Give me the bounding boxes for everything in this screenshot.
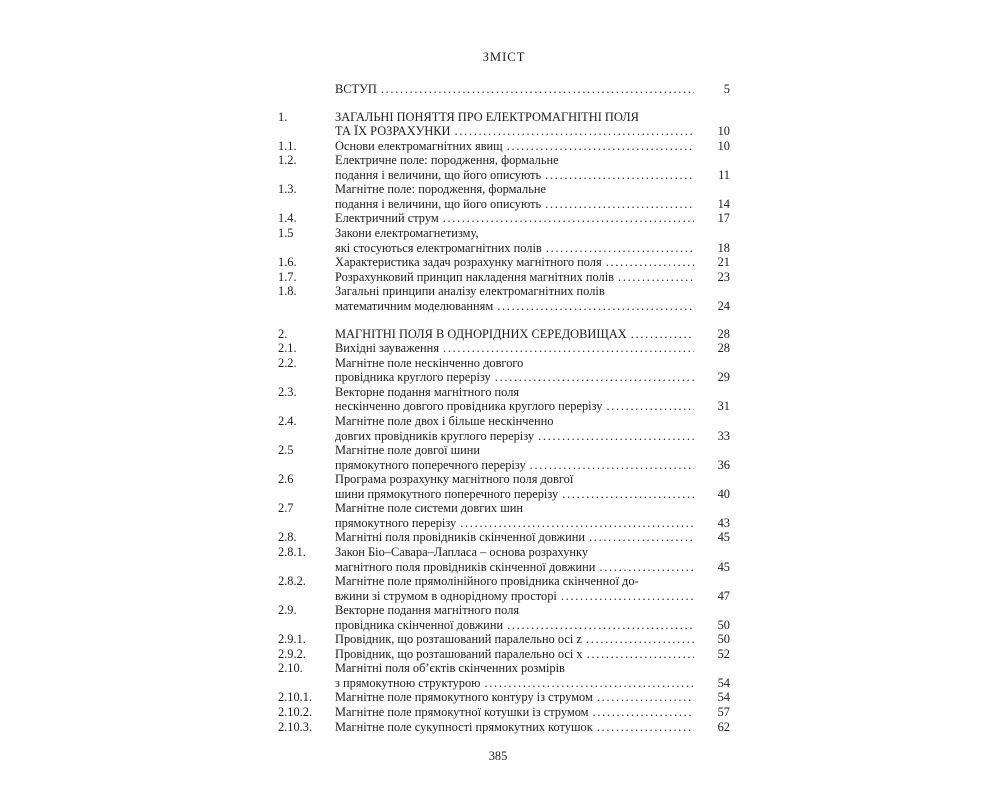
- toc-entry-body: [335, 327, 730, 342]
- toc-entry-line: [335, 661, 730, 676]
- toc-entry-page-number: 23: [717, 269, 730, 284]
- toc-entry-line: [335, 370, 730, 385]
- toc-entry-title: ЗАГАЛЬНІ ПОНЯТТЯ ПРО ЕЛЕКТРОМАГНІТНІ ПОЛЯ: [335, 109, 639, 124]
- dot-leader: [586, 632, 694, 647]
- toc-entry-body: [335, 139, 730, 154]
- toc-entry-title: Програма розрахунку магнітного поля довгої: [335, 472, 574, 487]
- toc-entry-page-number: 21: [717, 255, 730, 270]
- toc-entry-body: [335, 341, 730, 356]
- toc-entry-title: провідника круглого перерізу: [335, 370, 491, 385]
- toc-entry-page-number: 28: [717, 326, 730, 341]
- dot-leader: [589, 530, 694, 545]
- toc-entry-line: [335, 124, 730, 139]
- toc-entry: [278, 545, 730, 574]
- toc-entry-body: [335, 182, 730, 211]
- toc-entry-line: [335, 414, 730, 429]
- toc-entry-line: [335, 299, 730, 314]
- toc-entry: [278, 226, 730, 255]
- toc-entry: [278, 530, 730, 545]
- toc-entry-line: [335, 720, 730, 735]
- toc-entry-line: [335, 82, 730, 97]
- dot-leader: [530, 458, 694, 473]
- toc-entry-line: [335, 182, 730, 197]
- dot-leader: [593, 705, 694, 720]
- toc-entry-title: ВСТУП: [335, 81, 377, 96]
- toc-entry: [278, 661, 730, 690]
- toc-entry-number: 1.2.: [278, 153, 297, 168]
- toc-entry-title: які стосуються електромагнітних полів: [335, 240, 542, 255]
- toc-entry-number: 2.8.: [278, 530, 297, 545]
- toc-entry: [278, 574, 730, 603]
- toc-entry-number: 1.3.: [278, 182, 297, 197]
- toc-entry-line: [335, 501, 730, 516]
- toc-entry: [278, 414, 730, 443]
- toc-entry-line: [335, 168, 730, 183]
- toc-entry-line: [335, 487, 730, 502]
- toc-entry-body: [335, 632, 730, 647]
- toc-entry-number: 2.9.: [278, 603, 297, 618]
- toc-entry-page-number: 62: [717, 719, 730, 734]
- toc-entry: [278, 443, 730, 472]
- dot-leader: [460, 516, 694, 531]
- toc-entry-page-number: 18: [717, 240, 730, 255]
- toc-entry-number: 1.7.: [278, 269, 297, 284]
- toc-entry-title: Електричний струм: [335, 211, 439, 226]
- toc-entry-line: [335, 618, 730, 633]
- toc-entry-line: [335, 516, 730, 531]
- toc-entry-line: [335, 632, 730, 647]
- toc-entry-page-number: 17: [717, 211, 730, 226]
- toc-entry-number: 1.: [278, 109, 288, 124]
- toc-entry-title: МАГНІТНІ ПОЛЯ В ОДНОРІДНИХ СЕРЕДОВИЩАХ: [335, 326, 627, 341]
- toc-entry-title: з прямокутною структурою: [335, 675, 481, 690]
- toc-entry-page-number: 11: [718, 167, 730, 182]
- toc-entry-body: [335, 255, 730, 270]
- dot-leader: [545, 168, 694, 183]
- toc-entry-title: провідника скінченної довжини: [335, 617, 504, 632]
- toc-entry-title: Магнітні поля провідників скінченної довжини: [335, 530, 585, 545]
- toc-entry-line: [335, 560, 730, 575]
- dot-leader: [545, 197, 694, 212]
- toc-entry: [278, 720, 730, 735]
- toc-entry-body: [335, 356, 730, 385]
- dot-leader: [443, 211, 694, 226]
- toc-entry-number: 2.7: [278, 501, 294, 516]
- toc-entry-line: [335, 705, 730, 720]
- toc-entry-page-number: 45: [717, 559, 730, 574]
- toc-entry-line: [335, 429, 730, 444]
- toc-entry-body: [335, 226, 730, 255]
- toc-entry-line: [335, 327, 730, 342]
- toc-entry-body: [335, 284, 730, 313]
- toc-entry: [278, 327, 730, 342]
- toc-entry-body: [335, 647, 730, 662]
- dot-leader: [561, 589, 694, 604]
- toc-entry-body: [335, 574, 730, 603]
- toc-entry-number: 2.1.: [278, 341, 297, 356]
- toc-entry-line: [335, 472, 730, 487]
- toc-entry: [278, 153, 730, 182]
- toc-entry-title: Магнітне поле прямокутного контуру із струмом: [335, 690, 593, 705]
- dot-leader: [599, 560, 694, 575]
- toc-entry-line: [335, 399, 730, 414]
- toc-entry: [278, 385, 730, 414]
- toc-entry-number: 2.9.1.: [278, 632, 306, 647]
- toc-entry-line: [335, 545, 730, 560]
- toc-entry-title: магнітного поля провідників скінченної довжини: [335, 559, 596, 574]
- toc-entry-line: [335, 603, 730, 618]
- toc-entry-line: [335, 110, 730, 125]
- toc-entry-number: 1.8.: [278, 284, 297, 299]
- toc-entry-page-number: 43: [717, 515, 730, 530]
- toc-entry-line: [335, 255, 730, 270]
- toc-entry-line: [335, 341, 730, 356]
- toc-entry-body: [335, 110, 730, 139]
- toc-entry-number: 2.10.2.: [278, 704, 313, 719]
- footer-page-number: 385: [488, 749, 508, 763]
- toc-entry-body: [335, 443, 730, 472]
- toc-entry-line: [335, 197, 730, 212]
- toc-entry-body: [335, 385, 730, 414]
- toc-entry-title: Розрахунковий принцип накладення магнітних полів: [335, 269, 615, 284]
- toc-entry-page-number: 24: [717, 298, 730, 313]
- toc-entry-line: [335, 676, 730, 691]
- toc-entry-title: Загальні принципи аналізу електромагнітних полів: [335, 284, 605, 299]
- toc-entry-title: Вихідні зауваження: [335, 341, 440, 356]
- toc-entry-page-number: 52: [717, 646, 730, 661]
- toc-entry-page-number: 29: [717, 370, 730, 385]
- toc-entry-title: подання і величини, що його описують: [335, 196, 542, 211]
- toc-entry-body: [335, 82, 730, 97]
- toc-entry: [278, 647, 730, 662]
- toc-entry-page-number: 36: [717, 457, 730, 472]
- toc-entry-body: [335, 545, 730, 574]
- toc-entry-title: прямокутного поперечного перерізу: [335, 457, 526, 472]
- toc-entry-line: [335, 284, 730, 299]
- toc-entry-page-number: 14: [717, 196, 730, 211]
- toc-entry-page-number: 40: [717, 486, 730, 501]
- toc-entry-page-number: 10: [717, 124, 730, 139]
- toc-entry-line: [335, 458, 730, 473]
- toc-entry-title: Основи електромагнітних явищ: [335, 138, 503, 153]
- toc-entry-page-number: 28: [717, 341, 730, 356]
- toc-entry: [278, 341, 730, 356]
- toc-entry-title: Провідник, що розташований паралельно осі x: [335, 646, 583, 661]
- toc-entry-title: шини прямокутного поперечного перерізу: [335, 486, 559, 501]
- toc-entry-line: [335, 241, 730, 256]
- toc-entry: [278, 603, 730, 632]
- toc-entry-line: [335, 153, 730, 168]
- toc-entry-line: [335, 647, 730, 662]
- toc-entry-body: [335, 705, 730, 720]
- dot-leader: [562, 487, 694, 502]
- dot-leader: [455, 124, 694, 139]
- toc-entry: [278, 211, 730, 226]
- toc-entry-line: [335, 270, 730, 285]
- toc-entry: [278, 139, 730, 154]
- toc-entry-page-number: 50: [717, 617, 730, 632]
- toc-entry-number: 2.5: [278, 443, 294, 458]
- toc-entry-page-number: 33: [717, 428, 730, 443]
- toc-entry-title: Магнітне поле прямокутної котушки із струмом: [335, 704, 589, 719]
- toc-entry-line: [335, 690, 730, 705]
- dot-leader: [538, 429, 694, 444]
- page-title: ЗМІСТ: [482, 50, 526, 64]
- toc-entry-number: 2.10.3.: [278, 719, 313, 734]
- dot-leader: [606, 255, 694, 270]
- toc-entry-body: [335, 414, 730, 443]
- toc-entry-number: 2.4.: [278, 414, 297, 429]
- toc-entry-line: [335, 530, 730, 545]
- toc-entry: [278, 472, 730, 501]
- toc-entry-line: [335, 443, 730, 458]
- toc-entry-title: Векторне подання магнітного поля: [335, 603, 520, 618]
- toc-entry-body: [335, 211, 730, 226]
- toc-content: [278, 50, 730, 734]
- toc-entry-title: Магнітні поля об’єктів скінченних розмірів: [335, 661, 565, 676]
- dot-leader: [546, 241, 694, 256]
- dot-leader: [597, 720, 694, 735]
- dot-leader: [495, 370, 694, 385]
- dot-leader: [618, 270, 694, 285]
- toc-entry-page-number: 57: [717, 704, 730, 719]
- toc-entry-body: [335, 661, 730, 690]
- toc-entry-title: прямокутного перерізу: [335, 515, 457, 530]
- toc-entry-title: ТА ЇХ РОЗРАХУНКИ: [335, 124, 451, 139]
- toc-entry-number: 2.6: [278, 472, 294, 487]
- toc-entry-body: [335, 270, 730, 285]
- toc-entry-title: Електричне поле: породження, формальне: [335, 153, 559, 168]
- dot-leader: [606, 399, 694, 414]
- toc-entry-title: Магнітне поле довгої шини: [335, 443, 481, 458]
- dot-leader: [507, 139, 694, 154]
- toc-entry-number: 2.10.: [278, 661, 303, 676]
- toc-entry-title: Магнітне поле системи довгих шин: [335, 501, 524, 516]
- toc-entry: [278, 705, 730, 720]
- toc-entry: [278, 632, 730, 647]
- toc-entry: [278, 690, 730, 705]
- toc-entry-number: 1.1.: [278, 138, 297, 153]
- dot-leader: [597, 690, 694, 705]
- toc-entry: [278, 356, 730, 385]
- toc-entry-number: 2.10.1.: [278, 690, 313, 705]
- toc-entry: [278, 501, 730, 530]
- toc-entry: [278, 255, 730, 270]
- dot-leader: [484, 676, 694, 691]
- toc-entry-body: [335, 720, 730, 735]
- dot-leader: [587, 647, 694, 662]
- toc-entry-body: [335, 530, 730, 545]
- toc-entry-page-number: 10: [717, 138, 730, 153]
- toc-entry-number: 1.5: [278, 225, 294, 240]
- toc-entry-title: Характеристика задач розрахунку магнітного поля: [335, 255, 602, 270]
- toc-entry-title: Закон Біо–Савара–Лапласа – основа розрахунку: [335, 544, 589, 559]
- toc-entry-page-number: 45: [717, 530, 730, 545]
- toc-entry-number: 1.4.: [278, 211, 297, 226]
- toc-entry-title: математичним моделюванням: [335, 298, 494, 313]
- toc-entry-page-number: 54: [717, 690, 730, 705]
- toc-entry: [278, 182, 730, 211]
- toc-entry-line: [335, 211, 730, 226]
- toc-entry-number: 2.: [278, 326, 288, 341]
- toc-entry-line: [335, 574, 730, 589]
- toc-entry-body: [335, 603, 730, 632]
- toc-entry-number: 2.3.: [278, 384, 297, 399]
- toc-entry: [278, 82, 730, 97]
- dot-leader: [381, 82, 694, 97]
- toc-entry: [278, 270, 730, 285]
- toc-entry-line: [335, 139, 730, 154]
- toc-entry-title: Магнітне поле двох і більше нескінченно: [335, 414, 554, 429]
- toc-entry-number: 1.6.: [278, 255, 297, 270]
- toc-entry-title: вжини зі струмом в однорідному просторі: [335, 588, 557, 603]
- toc-entry-line: [335, 226, 730, 241]
- toc-entry: [278, 110, 730, 139]
- toc-entry-line: [335, 589, 730, 604]
- toc-entry-number: 2.9.2.: [278, 646, 306, 661]
- toc-entry-title: Провідник, що розташований паралельно осі z: [335, 632, 582, 647]
- toc-list: [278, 82, 730, 735]
- toc-entry-title: Магнітне поле прямолінійного провідника скінченної до-: [335, 574, 639, 589]
- toc-entry-title: подання і величини, що його описують: [335, 167, 542, 182]
- dot-leader: [497, 299, 694, 314]
- toc-entry-title: Магнітне поле: породження, формальне: [335, 182, 546, 197]
- toc-entry-number: 2.8.2.: [278, 574, 306, 589]
- toc-entry-title: Магнітне поле нескінченно довгого: [335, 355, 524, 370]
- toc-entry-title: довгих провідників круглого перерізу: [335, 428, 535, 443]
- toc-entry-page-number: 31: [717, 399, 730, 414]
- toc-entry-page-number: 5: [723, 81, 730, 96]
- toc-entry-title: нескінченно довгого провідника круглого перерізу: [335, 399, 603, 414]
- toc-entry-body: [335, 472, 730, 501]
- toc-entry-line: [335, 385, 730, 400]
- toc-entry: [278, 284, 730, 313]
- toc-entry-number: 2.8.1.: [278, 544, 306, 559]
- toc-entry-page-number: 54: [717, 675, 730, 690]
- toc-entry-page-number: 50: [717, 632, 730, 647]
- dot-leader: [443, 341, 694, 356]
- toc-entry-line: [335, 356, 730, 371]
- toc-entry-title: Векторне подання магнітного поля: [335, 384, 520, 399]
- toc-entry-page-number: 47: [717, 588, 730, 603]
- toc-entry-body: [335, 690, 730, 705]
- toc-entry-title: Закони електромагнетизму,: [335, 225, 479, 240]
- dot-leader: [631, 327, 694, 342]
- toc-entry-number: 2.2.: [278, 355, 297, 370]
- toc-entry-body: [335, 153, 730, 182]
- toc-entry-title: Магнітне поле сукупності прямокутних котушок: [335, 719, 593, 734]
- toc-entry-body: [335, 501, 730, 530]
- dot-leader: [507, 618, 694, 633]
